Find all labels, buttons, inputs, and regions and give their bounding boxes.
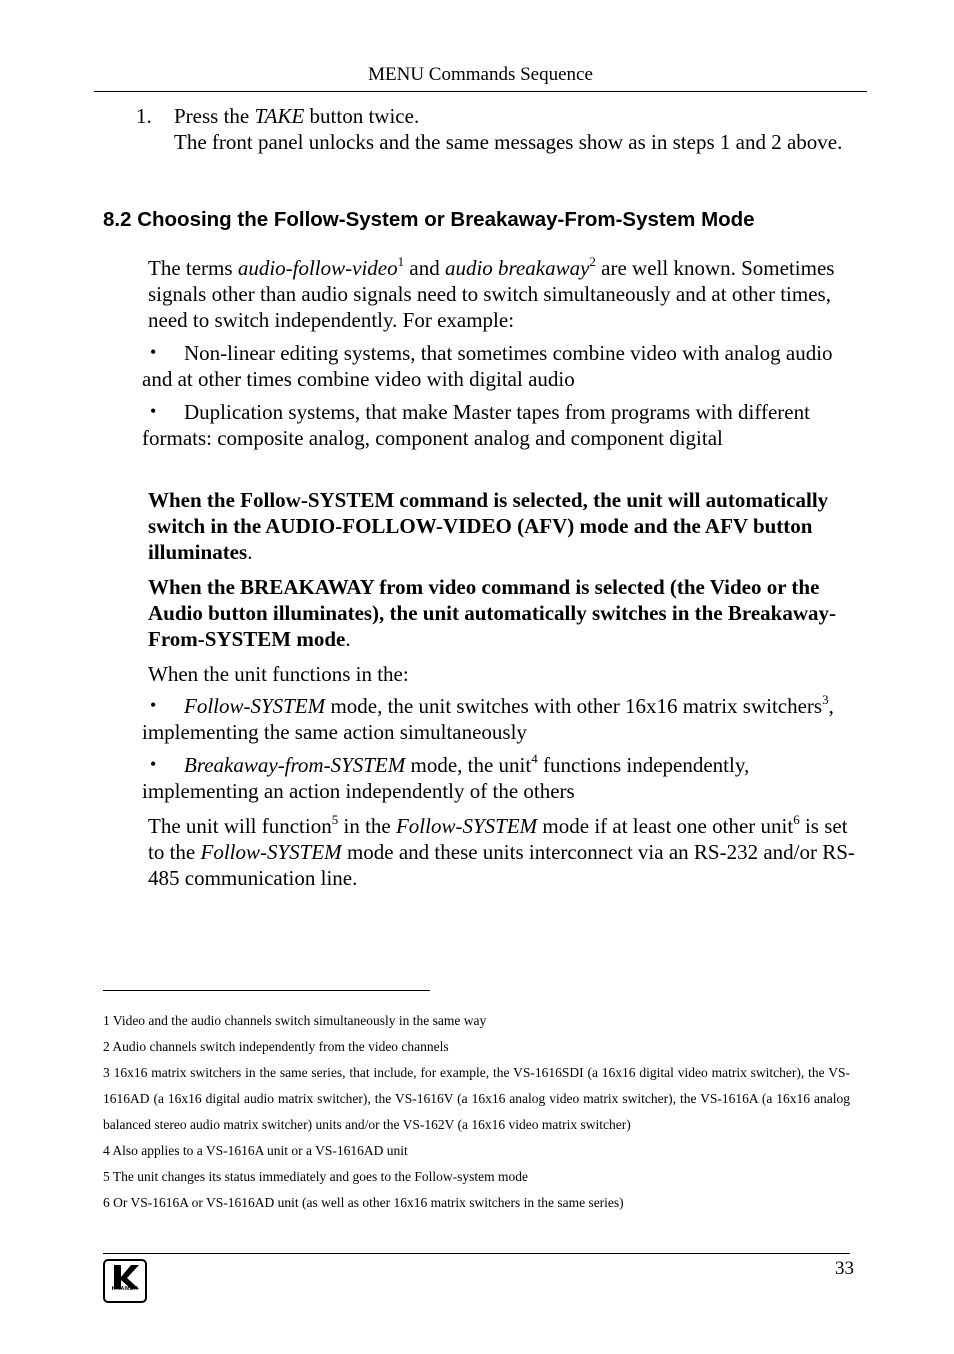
footnote-separator (103, 990, 430, 991)
footnote: 5 The unit changes its status immediately and goes to the Follow-system mode (103, 1169, 528, 1184)
k-glyph-icon (105, 1261, 145, 1301)
functions-lead: When the unit functions in the: (148, 662, 409, 686)
example-item: Non-linear editing systems, that sometimes combine video with analog audio and at other times combine video with digital audio (142, 341, 833, 391)
footer-separator (103, 1253, 850, 1254)
closing-paragraph: The unit will function$^5$ in the Follow-SYSTEM mode if at least one other unit$^6$ is set to the Follow-SYSTEM mode and these units interconnect via an RS-232 and/or RS-485 communication line. (148, 812, 855, 890)
footnote: 3 16x16 matrix switchers in the same series, that include, for example, the VS-1616SDI (a 16x16 digital video matrix switcher), the VS-1616AD (a 16x16 digital audio matrix switcher), the VS-1616V (a 16x16 analog video matrix switcher), the VS-1616A (a 16x16 analog balanced stereo audio matrix switcher) units and/or the VS-162V (a 16x16 video matrix switcher) (103, 1065, 850, 1132)
step-instruction (174, 103, 864, 155)
intro-paragraph: The terms audio-follow-video$^1$ and audio breakaway$^2$ are well known. Sometimes signals other than audio signals need to switch simultaneously and at other times, need to switch independently. For example: (148, 254, 835, 332)
step-action: Press the TAKE button twice. (174, 104, 420, 128)
footnote: 1 Video and the audio channels switch simultaneously in the same way (103, 1013, 487, 1028)
running-header: MENU Commands Sequence (94, 64, 867, 92)
logo-wordmark: KRAMER (111, 1286, 139, 1292)
follow-system-mode-item: Follow-SYSTEM mode, the unit switches with other 16x16 matrix switchers$^3$, implementing the same action simultaneously (142, 692, 834, 744)
footnote: 2 Audio channels switch independently from the video channels (103, 1039, 449, 1054)
footnote: 6 Or VS-1616A or VS-1616AD unit (as well as other 16x16 matrix switchers in the same series) (103, 1195, 624, 1210)
bullet-icon: • (150, 695, 157, 715)
step-result: The front panel unlocks and the same messages show as in steps 1 and 2 above. (174, 130, 843, 154)
kramer-logo-icon (103, 1259, 147, 1303)
breakaway-mode-item: Breakaway-from-SYSTEM mode, the unit$^4$ functions independently, implementing an action independently of the others (142, 751, 750, 803)
bullet-icon: • (150, 342, 157, 362)
bullet-icon: • (150, 401, 157, 421)
example-item: Duplication systems, that make Master tapes from programs with different formats: composite analog, component analog and component digital (142, 400, 810, 450)
footnotes (103, 1008, 850, 1216)
step-number: 1. (136, 104, 152, 128)
breakaway-note: When the BREAKAWAY from video command is selected (the Video or the Audio button illuminates), the unit automatically switches in the Breakaway-From-SYSTEM mode. (148, 575, 836, 651)
footnote: 4 Also applies to a VS-1616A unit or a VS-1616AD unit (103, 1143, 408, 1158)
follow-system-note: When the Follow-SYSTEM command is selected, the unit will automatically switch in the AUDIO-FOLLOW-VIDEO (AFV) mode and the AFV button illuminates. (148, 488, 829, 564)
bullet-icon: • (150, 754, 157, 774)
section-heading: 8.2 Choosing the Follow-System or Breakaway-From-System Mode (103, 208, 755, 231)
page-number: 33 (835, 1258, 854, 1279)
